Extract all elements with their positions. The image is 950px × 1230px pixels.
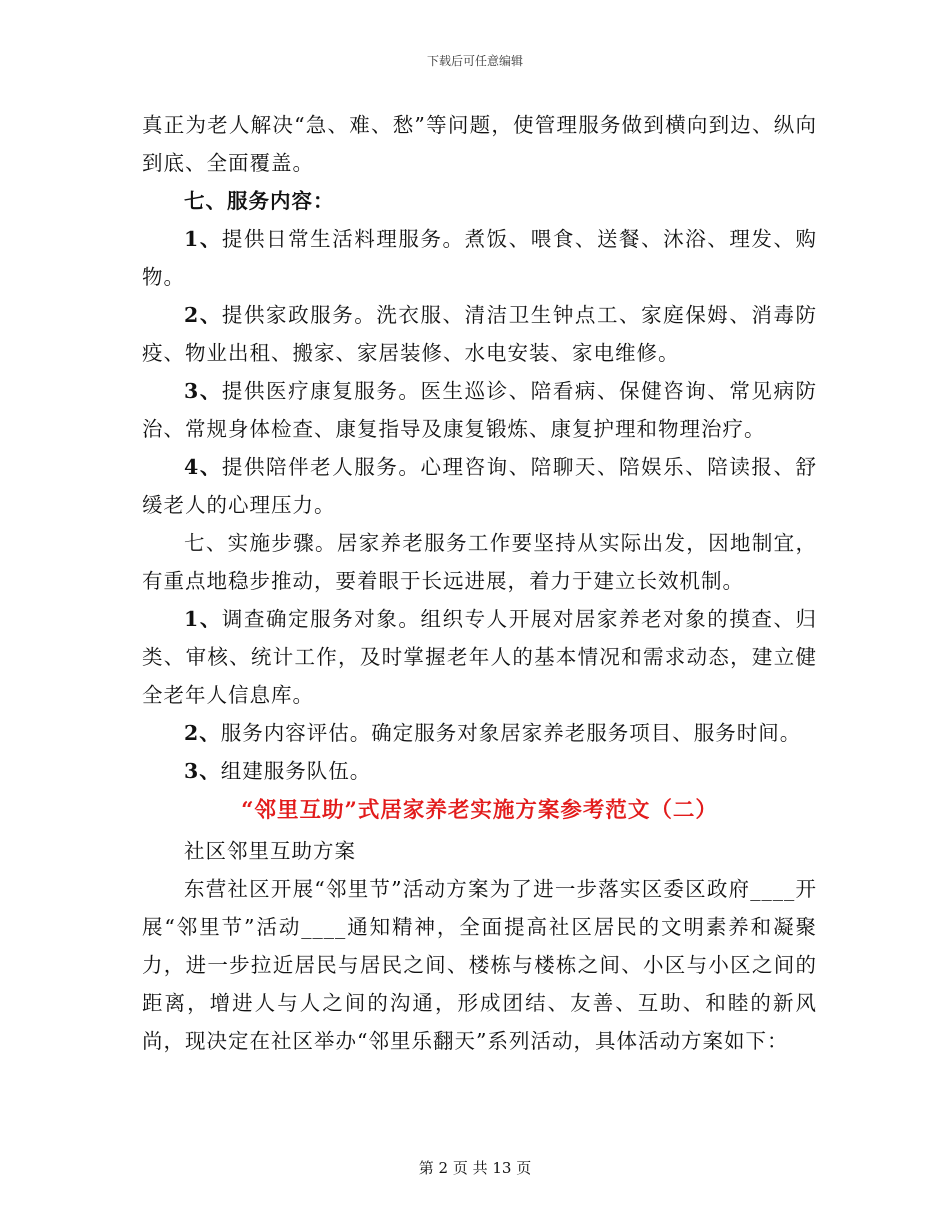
section-implementation-steps: 七、实施步骤。居家养老服务工作要坚持从实际出发，因地制宜，有重点地稳步推动，要着眼于长远进展，着力于建立长效机制。: [142, 531, 817, 593]
list-item: [142, 448, 817, 524]
page-footer: 第 2 页 共 13 页: [418, 1159, 532, 1177]
document-body: [142, 106, 817, 1060]
item-number: 3、: [184, 379, 222, 403]
item-number: 2、: [184, 721, 221, 745]
item-text: 服务内容评估。确定服务对象居家养老服务项目、服务时间。: [220, 721, 802, 745]
item-text: 提供医疗康复服务。医生巡诊、陪看病、保健咨询、常见病防治、常规身体检查、康复指导及康复锻炼、康复护理和物理治疗。: [142, 379, 817, 441]
paragraph-continuation: 真正为老人解决“急、难、愁”等问题，使管理服务做到横向到边、纵向到底、全面覆盖。: [142, 113, 817, 175]
item-text: 提供家政服务。洗衣服、清洁卫生钟点工、家庭保姆、消毒防疫、物业出租、搬家、家居装修、水电安装、家电维修。: [142, 303, 817, 365]
page-header: 下载后可任意编辑: [426, 54, 523, 68]
item-text: 提供陪伴老人服务。心理咨询、陪聊天、陪娱乐、陪读报、舒缓老人的心理压力。: [142, 455, 817, 517]
document-title: “邻里互助”式居家养老实施方案参考范文（二）: [241, 798, 718, 823]
list-item: [142, 752, 817, 790]
item-number: 3、: [184, 759, 221, 783]
list-item: [142, 714, 817, 752]
list-item: [142, 372, 817, 448]
item-text: 组建服务队伍。: [220, 759, 372, 783]
body-paragraph: 东营社区开展“邻里节”活动方案为了进一步落实区委区政府____开展“邻里节”活动____通知精神，全面提高社区居民的文明素养和凝聚力，进一步拉近居民与居民之间、楼栋与楼栋之间、小区与小区之间的距离，增进人与人之间的沟通，形成团结、友善、互助、和睦的新风尚，现决定在社区举办“邻里乐翻天”系列活动，具体活动方案如下：: [142, 877, 817, 1053]
section-heading-service-content: 七、服务内容：: [184, 189, 335, 213]
item-text: 提供日常生活料理服务。煮饭、喂食、送餐、沐浴、理发、购物。: [142, 227, 817, 289]
list-item: [142, 296, 817, 372]
subtitle: 社区邻里互助方案: [184, 839, 356, 863]
item-text: 调查确定服务对象。组织专人开展对居家养老对象的摸查、归类、审核、统计工作，及时掌握老年人的基本情况和需求动态，建立健全老年人信息库。: [142, 607, 817, 707]
list-item: [142, 600, 817, 714]
item-number: 2、: [184, 303, 222, 327]
item-number: 4、: [184, 455, 222, 479]
item-number: 1、: [184, 607, 222, 631]
list-item: [142, 220, 817, 296]
item-number: 1、: [184, 227, 222, 251]
